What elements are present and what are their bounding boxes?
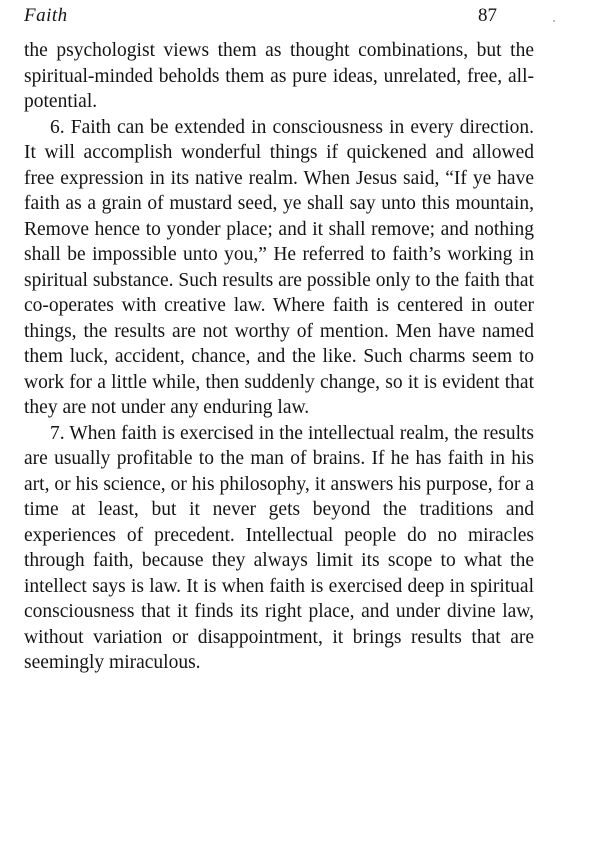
running-title: Faith (24, 5, 68, 26)
paragraph-7: 7. When faith is exercised in the intellectual realm, the results are usually profitable to the man of brains. If he has faith in his art, or his science, or his philosophy, it answers his purpose, for a time at least, but it never gets beyond the traditions and experiences of precedent. Intellectual people do no miracles through faith, because they always limit its scope to what the intellect says is law. It is when faith is exercised deep in spiritual consciousness that it finds its right place, and under divine law, without variation or disappointment, it brings results that are seemingly miraculous. (24, 422, 534, 673)
paragraph-6: 6. Faith can be extended in consciousness in every direction. It will accomplish wonderful things if quickened and allowed free expression in its native realm. When Jesus said, “If ye have faith as a grain of mustard seed, ye shall say unto this mountain, Remove hence to yonder place; and it shall remove; and nothing shall be impossible unto you,” He referred to faith’s working in spiritual substance. Such results are possible only to the faith that co-operates with creative law. Where faith is centered in outer things, the results are not worthy of mention. Men have named them luck, accident, chance, and the like. Such charms seem to work for a little while, then suddenly change, so it is evident that they are not under any enduring law. (24, 116, 534, 418)
page-number: 87 (478, 5, 497, 26)
scan-speck (553, 20, 555, 22)
body-text (24, 38, 534, 676)
paragraph-continuation: the psychologist views them as thought combinations, but the spiritual-minded beholds them as pure ideas, unrelated, free, all-potential. (24, 40, 534, 112)
